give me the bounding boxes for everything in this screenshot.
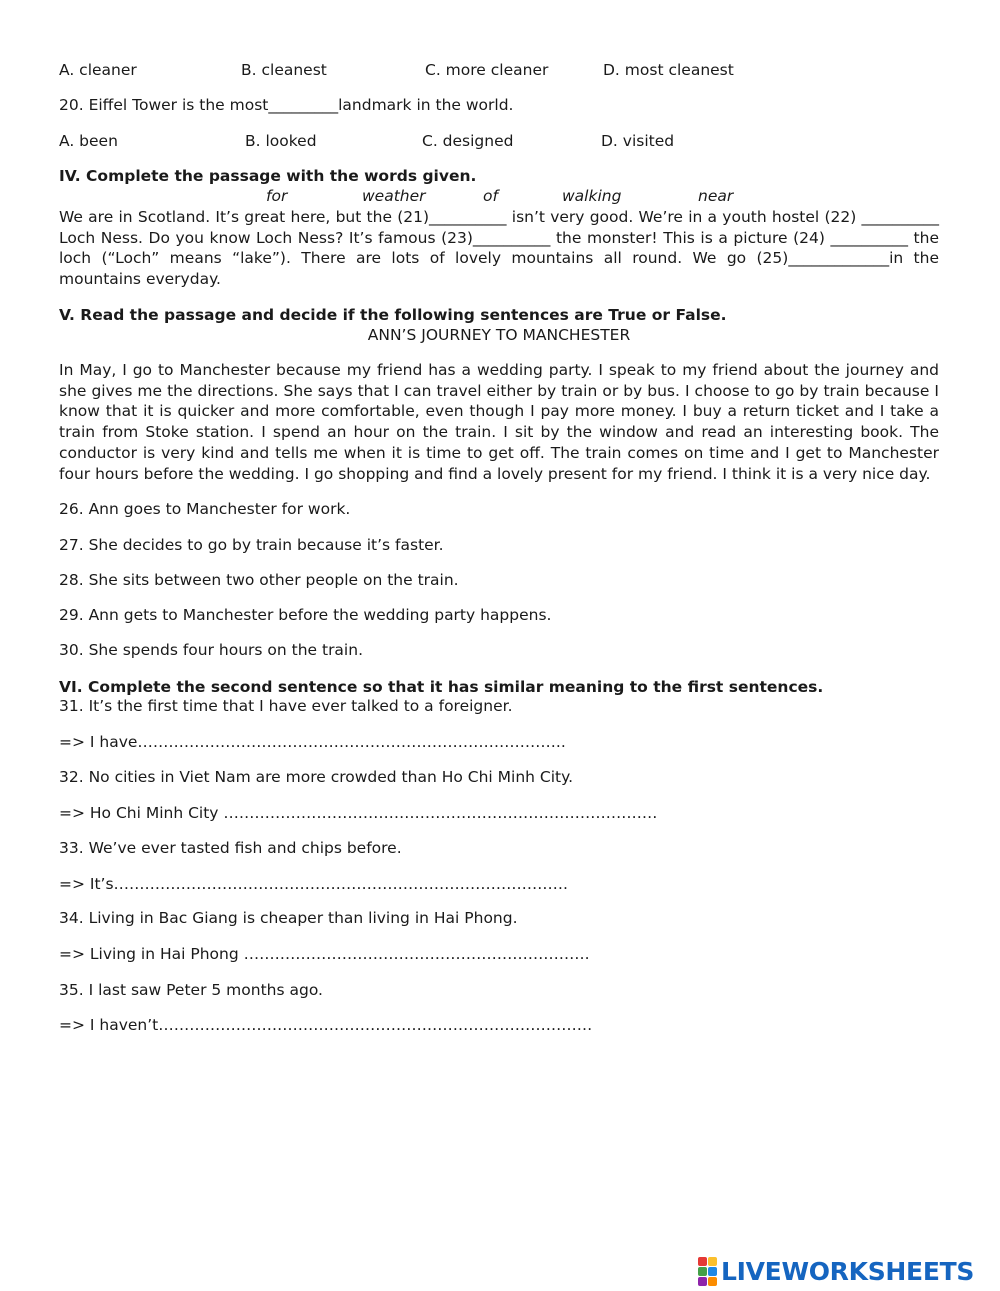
statement-26: 26. Ann goes to Manchester for work. <box>59 500 351 518</box>
q19-option-a: A. cleaner <box>59 61 137 79</box>
word-bank-item: near <box>698 187 734 205</box>
statement-27: 27. She decides to go by train because it’s faster. <box>59 536 444 554</box>
rewrite-answer-32: => Ho Chi Minh City ………………………………………………………………………… <box>59 804 658 822</box>
rewrite-prompt-34: 34. Living in Bac Giang is cheaper than living in Hai Phong. <box>59 909 518 927</box>
statement-29: 29. Ann gets to Manchester before the wedding party happens. <box>59 606 552 624</box>
section-6-heading: VI. Complete the second sentence so that it has similar meaning to the first sentences. <box>59 678 824 696</box>
q20-option-d: D. visited <box>601 132 675 150</box>
q20-option-c: C. designed <box>422 132 514 150</box>
statement-30: 30. She spends four hours on the train. <box>59 641 363 659</box>
liveworksheets-logo[interactable] <box>698 1256 974 1286</box>
logo-text: LIVEWORKSHEETS <box>721 1256 975 1286</box>
rewrite-answer-34: => Living in Hai Phong …………………………………………………………. <box>59 945 590 963</box>
statement-28: 28. She sits between two other people on the train. <box>59 571 459 589</box>
q20-option-a: A. been <box>59 132 118 150</box>
rewrite-answer-31: => I have……………………………………………………………………….. <box>59 733 566 751</box>
rewrite-prompt-32: 32. No cities in Viet Nam are more crowded than Ho Chi Minh City. <box>59 768 573 786</box>
q20-option-b: B. looked <box>245 132 317 150</box>
word-bank-item: weather <box>362 187 426 205</box>
passage-title: ANN’S JOURNEY TO MANCHESTER <box>367 326 631 344</box>
section-4-heading: IV. Complete the passage with the words given. <box>59 167 477 185</box>
section-5-passage: In May, I go to Manchester because my friend has a wedding party. I speak to my friend about the journey and she gives me the directions. She says that I can travel either by train or by bus. I choose to go by train because I know that it is quicker and more comfortable, even though I pay more money. I buy a return ticket and I take a train from Stoke station. I spend an hour on the train. I sit by the window and read an interesting book. The conductor is very kind and tells me when it is time to get off. The train comes on time and I get to Manchester four hours before the wedding. I go shopping and find a lovely present for my friend. I think it is a very nice day. <box>59 361 939 483</box>
q20-question: 20. Eiffel Tower is the most_________landmark in the world. <box>59 96 514 114</box>
rewrite-prompt-31: 31. It’s the first time that I have ever talked to a foreigner. <box>59 697 513 715</box>
section-4-passage: We are in Scotland. It’s great here, but the (21)__________ isn’t very good. We’re in a youth hostel (22) __________ Loch Ness. Do you know Loch Ness? It’s famous (23)__________ the monster! This is a picture (24) __________ the loch (“Loch” means “lake”). There are lots of lovely mountains all round. We go (25)_____________in the mountains everyday. <box>59 208 939 289</box>
q19-option-d: D. most cleanest <box>603 61 734 79</box>
section-5-heading: V. Read the passage and decide if the following sentences are True or False. <box>59 306 727 324</box>
word-bank-item: walking <box>562 187 622 205</box>
q19-option-b: B. cleanest <box>241 61 327 79</box>
word-bank-item: of <box>483 187 498 205</box>
rewrite-prompt-35: 35. I last saw Peter 5 months ago. <box>59 981 323 999</box>
rewrite-answer-33: => It’s……………………………………………………………………………. <box>59 875 568 893</box>
logo-blocks-icon <box>698 1257 717 1286</box>
rewrite-prompt-33: 33. We’ve ever tasted fish and chips before. <box>59 839 402 857</box>
word-bank-item: for <box>266 187 288 205</box>
q19-option-c: C. more cleaner <box>425 61 549 79</box>
rewrite-answer-35: => I haven’t………………………………………………………………………… <box>59 1016 593 1034</box>
